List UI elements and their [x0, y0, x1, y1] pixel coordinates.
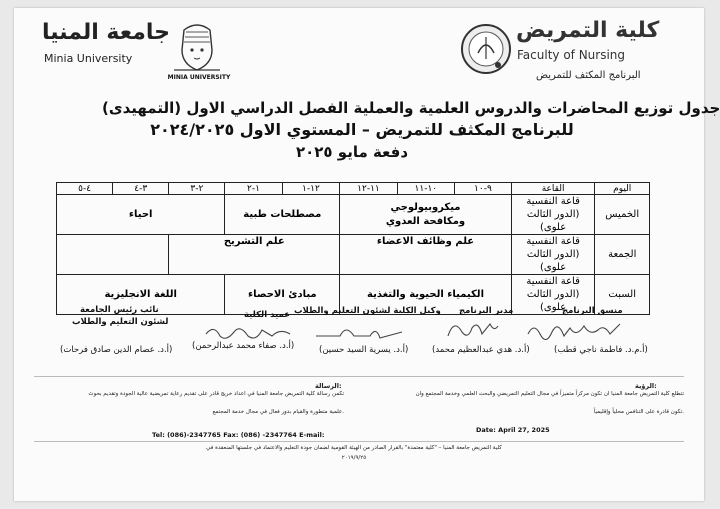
signature-title-director: مدير البرنامج	[459, 306, 514, 316]
vision-title: الرؤية:	[635, 382, 657, 390]
contact-info: Tel: (086)-2347765 Fax: (086) -2347764 E-mail:	[152, 431, 325, 439]
mission-title: الرسالة:	[315, 382, 342, 390]
hall-name: قاعة النفسية	[526, 276, 580, 287]
minia-university-logo-ar: جامعة المنيا	[42, 20, 170, 45]
header-slot-8: ٤-٥	[57, 183, 113, 195]
header-slot-2: ١٠-١١	[397, 183, 454, 195]
schedule-table	[56, 182, 650, 315]
hall-floor: (الدور الثالث علوى)	[526, 209, 580, 233]
schedule-title-line1: جدول توزيع المحاضرات والدروس العلمية والعملية الفصل الدراسي الاول (التمهيدى)	[102, 99, 720, 117]
signature-title-vice-dean: وكيل الكلية لشئون التعليم والطلاب	[294, 306, 441, 316]
empty-cell	[57, 235, 169, 275]
header-slot-1: ٩-١٠	[455, 183, 512, 195]
minia-university-logo-en: Minia University	[44, 52, 133, 65]
course-cell: علم وظائف الاعضاء	[340, 235, 512, 275]
signature-title-vice-president-1: نائب رئيس الجامعة	[80, 305, 159, 315]
table-header-row	[57, 183, 650, 195]
accreditation-text-2: ٢٠١٩/٩/٢٥	[341, 455, 367, 461]
header-day: اليوم	[595, 183, 650, 195]
hall-cell	[511, 235, 595, 275]
hall-cell	[511, 195, 595, 235]
table-row-friday	[57, 235, 650, 275]
header-slot-4: ١٢-١	[282, 183, 340, 195]
header-slot-3: ١١-١٢	[340, 183, 397, 195]
document-page	[14, 8, 720, 501]
signature-title-coordinator: منسق البرنامج	[562, 306, 623, 316]
handwritten-signature-coordinator	[524, 316, 624, 344]
course-cell: مصطلحات طبية	[225, 195, 340, 235]
minia-university-emblem-icon	[164, 20, 230, 78]
signature-name-director: (أ.د. هدي عبدالعظيم محمد)	[432, 345, 530, 355]
course-name-line2: ومكافحة العدوي	[385, 215, 466, 227]
signature-name-vice-president: (أ.د. عصام الدين صادق فرحات)	[60, 345, 173, 355]
course-cell: اللغة الانجليزية	[57, 275, 225, 315]
course-cell	[340, 195, 512, 235]
hall-name: قاعة النفسية	[526, 236, 580, 247]
handwritten-signature-vice-dean	[310, 318, 410, 344]
course-cell: احياء	[57, 195, 225, 235]
schedule-title-line2: للبرنامج المكثف للتمريض – المستوي الاول ٢٠٢٤/٢٠٢٥	[150, 120, 574, 139]
signature-name-vice-dean: (أ.د. يسرية السيد حسين)	[319, 345, 409, 355]
day-cell: الجمعة	[595, 235, 650, 275]
course-cell: الكيمياء الحيوية والتغذية	[340, 275, 512, 315]
hall-name: قاعة النفسية	[526, 196, 580, 207]
header-slot-6: ٢-٣	[169, 183, 225, 195]
header-hall: القاعة	[511, 183, 595, 195]
mission-text-1: تكمن رسالة كلية التمريض جامعة المنيا في اعداد خريج قادر على تقديم رعاية تمريضية عالية الجودة وتقديم بحوث	[88, 391, 344, 397]
footer-divider	[34, 376, 684, 377]
handwritten-signature-director	[442, 314, 502, 344]
schedule-title-line3: دفعة مايو ٢٠٢٥	[295, 143, 409, 161]
handwritten-signature-dean	[200, 320, 300, 344]
signature-name-dean: (أ.د. صفاء محمد عبدالرحمن)	[192, 341, 295, 351]
signature-title-vice-president-2: لشئون التعليم والطلاب	[72, 317, 169, 327]
vision-text-1: تتطلع كلية التمريض جامعة المنيا ان تكون مركزاً متميزاً في مجال التعليم التمريضي والبحث العلمي وخدمة المجتمع وان	[415, 391, 684, 397]
footer-divider	[34, 441, 684, 442]
faculty-name-en: Faculty of Nursing	[517, 48, 626, 62]
emblem-label: MINIA UNIVERSITY	[167, 74, 231, 81]
hall-floor: (الدور الثالث علوى)	[526, 249, 580, 273]
course-cell: علم التشريح	[169, 235, 340, 275]
header-slot-5: ١-٢	[225, 183, 282, 195]
program-name: البرنامج المكثف للتمريض	[536, 70, 641, 81]
day-cell: الخميس	[595, 195, 650, 235]
header-slot-7: ٣-٤	[113, 183, 169, 195]
hall-floor: (الدور الثالث علوى)	[526, 289, 580, 313]
faculty-seal-icon	[460, 23, 512, 75]
accreditation-text-1: كلية التمريض جامعة المنيا – "كلية معتمدة" بالقرار الصادر من الهيئة القومية لضمان جودة التعليم والاعتماد في جلستها المنعقدة في	[206, 445, 502, 451]
faculty-name-ar: كلية التمريض	[516, 18, 660, 43]
course-cell: مبادئ الاحصاء	[225, 275, 340, 315]
vision-text-2: تكون قادرة على التنافس محلياً وإقليمياً.	[593, 409, 684, 415]
course-name-line1: ميكروبيولوجي	[390, 201, 461, 213]
day-cell: السبت	[595, 275, 650, 315]
table-row-thursday	[57, 195, 650, 235]
mission-text-2: علمية متطورة والقيام بدور فعال في مجال خدمة المجتمع.	[212, 409, 344, 415]
document-date: Date: April 27, 2025	[476, 426, 550, 434]
signature-title-dean: عميد الكلية	[244, 310, 290, 320]
signature-name-coordinator: (أ.م.د. فاطمة ناجي قطب)	[554, 345, 648, 355]
